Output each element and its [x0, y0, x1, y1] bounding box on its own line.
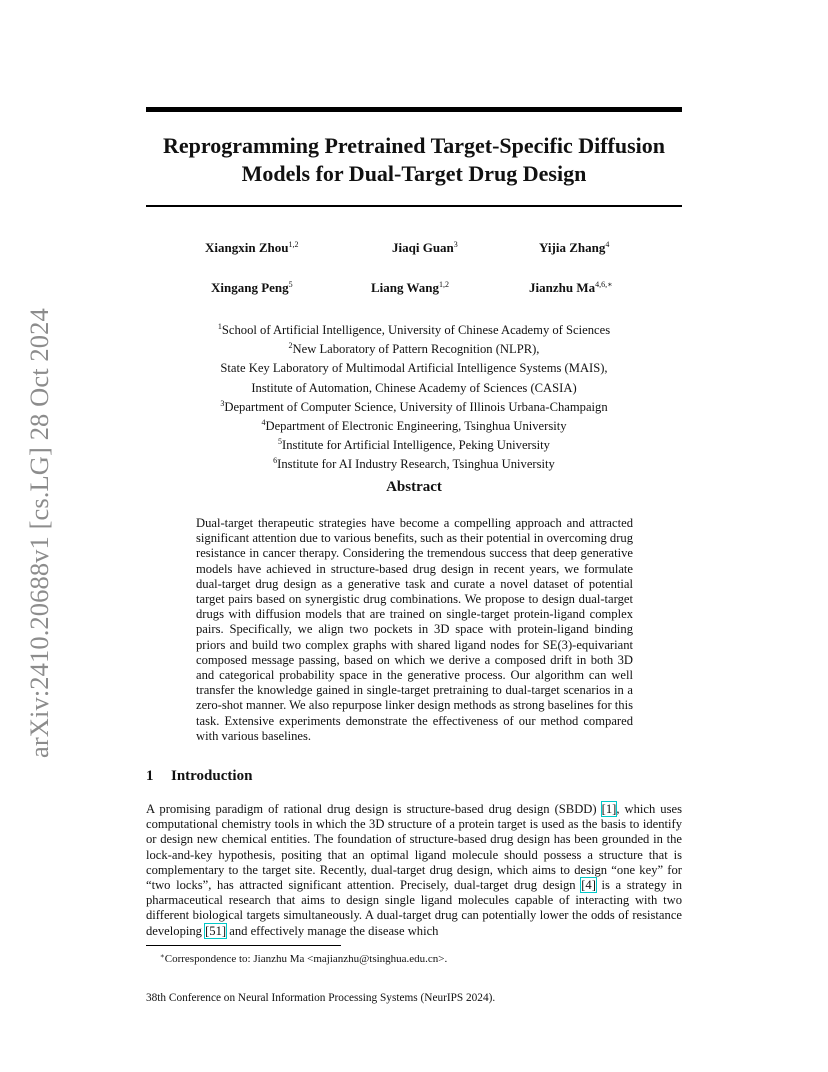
title-rule-bottom [146, 205, 682, 207]
author-row [146, 240, 682, 280]
abstract-heading: Abstract [386, 479, 442, 495]
title-rule-top [146, 107, 682, 112]
author: Xiangxin Zhou$^{1,2}$ [205, 240, 299, 255]
citation-link[interactable]: [51] [205, 923, 227, 938]
footnote: ∗Correspondence to: Jianzhu Ma <majianzhu@tsinghua.edu.cn>. [160, 952, 448, 965]
affiliation: $^3$Department of Computer Science, University of Illinois Urbana-Champaign [220, 398, 608, 414]
author: Jianzhu $Ma^{4,6,∗}$ [529, 280, 613, 295]
footnote-rule [146, 945, 341, 946]
affiliation: $^2$New Laboratory of Pattern Recognition (NLPR), [288, 341, 540, 357]
citation-link[interactable]: [1] [601, 802, 617, 816]
affiliation: Institute of Automation, Chinese Academy of Sciences (CASIA) [251, 380, 577, 395]
author: Yijia Zhang$^4$ [539, 240, 610, 255]
author-row [146, 280, 682, 320]
affiliation: $^4$Department of Electronic Engineering, Tsinghua University [261, 418, 567, 434]
affiliation: State Key Laboratory of Multimodal Artificial Intelligence Systems (MAIS), [220, 361, 608, 376]
author: Liang Wang$^{1,2}$ [371, 280, 450, 295]
citation-link[interactable]: [4] [581, 878, 596, 893]
affiliation-list [146, 319, 682, 473]
conference-note: 38th Conference on Neural Information Processing Systems (NeurIPS 2024). [146, 992, 496, 1004]
affiliation: $^1$School of Artificial Intelligence, University of Chinese Academy of Sciences [217, 322, 611, 337]
abstract-text: Dual-target therapeutic strategies have become a compelling approach and attracted significant attention due to various benefits, such as their potential in overcoming drug resistance in cancer therapy. Considering the tremendous success that deep generative models have achieved in structure-based drug design in recent years, we formulate dual-target drug design as a generative task and curate a novel dataset of potential target pairs based on synergistic drug combinations. We propose to design dual-target drugs with diffusion models that are trained on single-target protein-ligand complex pairs. Specifically, we align two pockets in 3D space with protein-ligand binding priors and build two complex graphs with shared ligand nodes for SE(3)-equivariant composed message passing, based on which we derive a composed drift in both 3D and categorical probability space in the generative process. Our algorithm can well transfer the knowledge gained in single-target pretraining to dual-target scenarios in a zero-shot manner. We also repurpose linker design methods as strong baselines for this task. Extensive experiments demonstrate the effectiveness of our method compared with various baselines. [196, 516, 633, 743]
section-heading [146, 768, 252, 785]
author-list [146, 240, 682, 320]
paper-title: Reprogramming Pretrained Target-Specific Diffusion Models for Dual-Target Drug Design [162, 133, 666, 186]
affiliation: $^5$Institute for Artificial Intelligence, Peking University [278, 437, 550, 453]
arxiv-identifier: arXiv:2410.20688v1 [cs.LG] 28 Oct 2024 [24, 308, 54, 758]
introduction-paragraph: A promising paradigm of rational drug design is structure-based drug design (SBDD) [1], which uses computational chemistry tools in which the 3D structure of a protein target is used as the basis to identify or design new chemical entities. The foundation of structure-based drug design has been grounded in the lock-and-key hypothesis, positing that an optimal ligand molecule should possess a structure that is complementary to the target site. Recently, dual-target drug design, which aims to design “one key” for “two locks”, has attracted significant attention. Precisely, dual-target drug design [4] is a strategy in pharmaceutical research that aims to design single ligand molecules capable of interacting with two different biological targets simultaneously. A dual-target drug can potentially lower the odds of resistance developing [51] and effectively manage the disease which [146, 802, 682, 938]
section-title: Introduction [171, 768, 253, 784]
section-number: 1 [146, 768, 154, 784]
author: Jiaqi Guan$^3$ [392, 240, 458, 255]
affiliation: $^6$Institute for AI Industry Research, Tsinghua University [273, 456, 555, 472]
author: Xingang Peng$^5$ [211, 280, 293, 295]
